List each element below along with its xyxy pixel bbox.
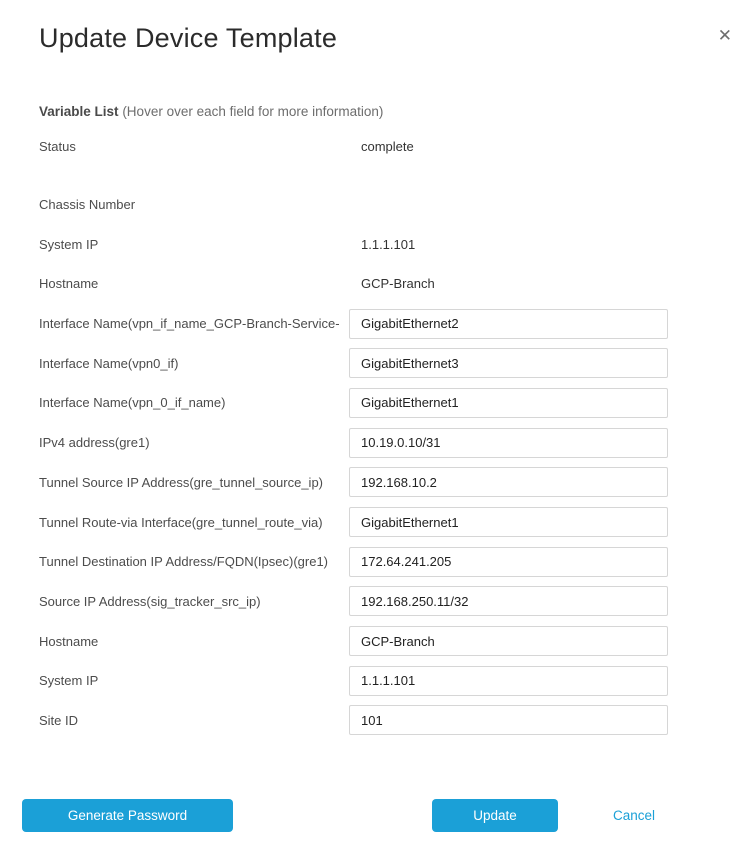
variable-row xyxy=(0,343,752,383)
variable-row xyxy=(0,542,752,582)
variable-row xyxy=(0,463,752,503)
field-static-value: GCP-Branch xyxy=(361,276,435,292)
field-label: Interface Name(vpn0_if) xyxy=(39,355,179,371)
field-label: Chassis Number xyxy=(39,197,136,213)
field-input[interactable] xyxy=(349,388,668,418)
section-title: Variable List xyxy=(39,104,119,119)
close-icon[interactable]: ✕ xyxy=(717,26,732,45)
field-label: Interface Name(vpn_0_if_name) xyxy=(39,395,226,411)
field-value xyxy=(349,309,668,339)
field-input[interactable] xyxy=(349,309,668,339)
field-input[interactable] xyxy=(349,626,668,656)
field-static-value: 1.1.1.101 xyxy=(361,236,416,252)
field-value xyxy=(349,139,668,154)
variable-list xyxy=(0,127,752,740)
field-value xyxy=(349,388,668,418)
variable-row xyxy=(0,621,752,661)
variable-row xyxy=(0,185,752,225)
field-label: Tunnel Route-via Interface(gre_tunnel_route_via) xyxy=(39,514,323,530)
field-input[interactable] xyxy=(349,467,668,497)
generate-password-button[interactable]: Generate Password xyxy=(22,799,233,832)
variable-row xyxy=(0,264,752,304)
dialog-title: Update Device Template xyxy=(39,23,338,53)
dialog-footer xyxy=(0,799,752,832)
field-value xyxy=(349,547,668,577)
field-label: Source IP Address(sig_tracker_src_ip) xyxy=(39,593,261,609)
field-input[interactable] xyxy=(349,586,668,616)
field-value xyxy=(349,626,668,656)
field-value xyxy=(349,586,668,616)
field-input[interactable] xyxy=(349,705,668,735)
variable-list-header xyxy=(39,103,752,120)
field-label: Hostname xyxy=(39,633,99,649)
field-static-value: complete xyxy=(361,139,414,155)
variable-row xyxy=(0,127,752,167)
field-label: System IP xyxy=(39,673,99,689)
field-label: Tunnel Destination IP Address/FQDN(Ipsec)(gre1) xyxy=(39,554,329,570)
field-value xyxy=(349,276,668,291)
variable-row xyxy=(0,582,752,622)
variable-row xyxy=(0,224,752,264)
variable-row xyxy=(0,383,752,423)
field-label: Interface Name(vpn_if_name_GCP-Branch-Service- xyxy=(39,316,340,332)
field-label: IPv4 address(gre1) xyxy=(39,435,150,451)
field-value xyxy=(349,467,668,497)
field-label: Site ID xyxy=(39,712,79,728)
variable-row xyxy=(0,661,752,701)
field-value xyxy=(349,705,668,735)
field-value xyxy=(349,237,668,252)
section-hint-text: (Hover over each field for more information) xyxy=(122,104,384,119)
field-input[interactable] xyxy=(349,547,668,577)
field-value xyxy=(349,507,668,537)
update-button[interactable]: Update xyxy=(432,799,558,832)
cancel-button[interactable]: Cancel xyxy=(613,799,655,832)
field-value xyxy=(349,666,668,696)
update-device-template-dialog xyxy=(0,20,752,865)
field-value xyxy=(349,348,668,378)
field-label: Hostname xyxy=(39,276,99,292)
field-label: Tunnel Source IP Address(gre_tunnel_source_ip) xyxy=(39,474,324,490)
field-label: System IP xyxy=(39,236,99,252)
field-label: Status xyxy=(39,139,76,155)
field-input[interactable] xyxy=(349,507,668,537)
variable-row xyxy=(0,701,752,741)
variable-row xyxy=(0,304,752,344)
field-value xyxy=(349,428,668,458)
field-input[interactable] xyxy=(349,428,668,458)
field-input[interactable] xyxy=(349,348,668,378)
field-input[interactable] xyxy=(349,666,668,696)
variable-row xyxy=(0,502,752,542)
variable-row xyxy=(0,423,752,463)
